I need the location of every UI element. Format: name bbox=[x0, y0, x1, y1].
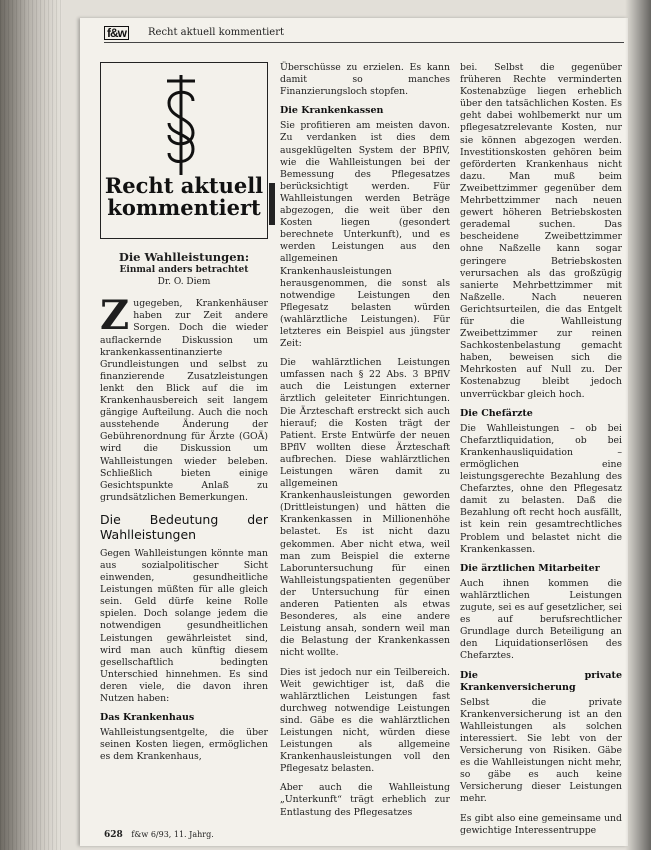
rubric-accent-bar bbox=[269, 183, 275, 225]
page-header bbox=[104, 26, 624, 43]
column-3 bbox=[460, 62, 622, 844]
intro-paragraph bbox=[100, 292, 268, 504]
paragraph: Sie profitieren am meisten davon. Zu verdanken ist dies dem ausgeklügelten System der BPflV, wie die Wahlleistungen bei der Bemessung des Pflegesatzes berücksichtigt werden. Für Wahlleistungen werden Beträge abgezogen, die weit über den Kosten liegen (gesondert berechnete Unterkunft), und es werden Leistungen aus den allgemeinen Krankenhausleistungen herausgenommen, die sonst als notwendige Leistungen den Pflegesatz belasten würden (wahlärztliche Leistungen). Für letzteres ein Beispiel aus jüngster Zeit: bbox=[280, 120, 450, 350]
publication-logo: f&w bbox=[104, 26, 129, 40]
paragraph: Überschüsse zu erzielen. Es kann damit so manches Finanzierungsloch stopfen. bbox=[280, 62, 450, 98]
header-title: Recht aktuell kommentiert bbox=[148, 27, 284, 38]
intro-text: ugegeben, Krankenhäuser haben zur Zeit andere Sorgen. Doch die wieder auflackernde Diskussion um krankenkassentinanzierte Grundleistungen und selbst zu finanzierende Zusatzleistungen lenkt den Blick auf die im Krankenhausbereich seit langem gängige Aufteilung. Auch die noch ausstehende Änderung der Gebührenordnung für Ärzte (GOÄ) wird die Diskussion um Wahlleistungen wieder beleben. Schließlich bieten einige Gesichtspunkte Anlaß zu grundsätzlichen Bemerkungen. bbox=[100, 298, 268, 503]
paragraph: Auch ihnen kommen die wahlärztlichen Leistungen zugute, sei es auf gesetzlicher, sei es auf berufsrechtlicher Grundlage durch Beteiligung an den Liquidationserlösen des Chefarztes. bbox=[460, 577, 622, 662]
subheading-chefaerzte: Die Chefärzte bbox=[460, 407, 533, 419]
paragraph: Es gibt also eine gemeinsame und gewichtige Interessentruppe bbox=[460, 812, 622, 836]
article-subtitle: Einmal anders betrachtet bbox=[119, 265, 249, 276]
article-title: Die Wahlleistungen: bbox=[118, 250, 250, 264]
paragraph-section-icon bbox=[151, 71, 211, 181]
page-number: 628 bbox=[104, 830, 123, 840]
paragraph: Aber auch die Wahlleistung „Unterkunft“ trägt erheblich zur Entlastung des Pflegesatzes bbox=[280, 782, 450, 818]
rubric-box bbox=[100, 62, 268, 239]
page-footer bbox=[104, 830, 214, 840]
paragraph: Selbst die private Krankenversicherung ist an den Wahlleistungen als solchen interessiert. Sie lebt von der Versicherung von Risiken. Gäbe es die Wahlleistungen nicht mehr, so gäbe es auch keine Versicherung dieser Leistungen mehr. bbox=[460, 696, 622, 805]
subheading-private-kv: Die private Krankenversicherung bbox=[460, 669, 622, 693]
paragraph: bei. Selbst die gegenüber früheren Rechte verminderten Kostenabzüge liegen erheblich über den tatsächlichen Kosten. Es geht dabei wohlbemerkt nur um pflegesatzrelevante Kosten, nur sie können abgezogen werden. Investitionskosten gehören beim geförderten Krankenhaus nicht dazu. Man muß beim Zweibettzimmer gegenüber dem Mehrbettzimmer nach neuen gewert höheren Betriebskosten gerademal suchen. Das bescheidene Zweibettzimmer ohne Naßzelle kann sogar geringere Betriebskosten verursachen als das großzügig sanierte Mehrbettzimmer mit Naßzelle. Nach neueren Gerichtsurteilen, die das Entgelt für die Wahlleistung Zweibettzimmer zur reinen Sachkostenbelastung gemacht haben, beweisen sich die Mehrkosten auf Null zu. Der Kostenabzug bleibt jedoch unverrückbar gleich hoch. bbox=[460, 62, 622, 400]
subheading-krankenkassen: Die Krankenkassen bbox=[280, 105, 384, 117]
subheading-krankenhaus: Das Krankenhaus bbox=[100, 712, 195, 724]
rubric-title-line2: kommentiert bbox=[107, 195, 261, 220]
rubric-title bbox=[101, 175, 267, 219]
column-1 bbox=[100, 62, 268, 770]
column-2 bbox=[280, 62, 450, 826]
gutter-shadow bbox=[625, 0, 651, 850]
rubric-title-line1: Recht aktuell bbox=[104, 173, 264, 198]
drop-cap: Z bbox=[100, 292, 130, 340]
paragraph: Gegen Wahlleistungen könnte man aus sozialpolitischer Sicht einwenden, gesundheitliche Leistungen müßten für alle gleich sein. Geld dürfe keine Rolle spielen. Doch solange jedem die notwendigen gesundheitlichen Leistungen gewährleistet sind, wird man auch künftig diesem gesellschaftlich bedingten Unterschied hinnehmen. Es sind deren viele, die davon ihren Nutzen haben: bbox=[100, 547, 268, 704]
article-author: Dr. O. Diem bbox=[157, 277, 211, 288]
paragraph: Die wahlärztlichen Leistungen umfassen nach § 22 Abs. 3 BPflV auch die Leistungen externer ärztlich geleiteter Einrichtungen. Die Ärzteschaft erstreckt sich auch hierauf; die Kosten trägt der Patient. Erste Entwürfe der neuen BPflV wollten diese Ärzteschaft aufbrechen. Diese wahlärztlichen Leistungen wären damit zu allgemeinen Krankenhausleistungen geworden (Drittleistungen) und hätten die Krankenkassen in Millionenhöhe belastet. Es ist nicht dazu gekommen. Aber nicht etwa, weil man zum Beispiel die externe Laboruntersuchung für einen Wahlleistungspatienten gegenüber der Untersuchung für einen anderen Patienten als etwas Besonderes, als eine andere Leistung ansah, sondern weil man die Belastung der Krankenkassen nicht wollte. bbox=[280, 357, 450, 659]
magazine-page bbox=[80, 18, 628, 846]
paragraph: Wahlleistungsentgelte, die über seinen Kosten liegen, ermöglichen es dem Krankenhaus, bbox=[100, 727, 268, 763]
issue-info: f&w 6/93, 11. Jahrg. bbox=[131, 830, 214, 839]
book-page-edges bbox=[0, 0, 62, 850]
paragraph: Dies ist jedoch nur ein Teilbereich. Weit gewichtiger ist, daß die wahlärztlichen Leistungen fast durchweg notwendige Leistungen sind. Gäbe es die wahlärztlichen Leistungen nicht, würden diese Leistungen als allgemeine Krankenhausleistungen voll den Pflegesatz belasten. bbox=[280, 666, 450, 775]
subheading-mitarbeiter: Die ärztlichen Mitarbeiter bbox=[460, 562, 600, 574]
paragraph: Die Wahlleistungen – ob bei Chefarztliquidation, ob bei Krankenhausliquidation – ermöglichen eine leistungsgerechte Bezahlung des Chefarztes, ohne den Pflegesatz damit zu belasten. Daß die Bezahlung oft recht hoch ausfällt, ist kein rein gesamtrechtliches Problem und belastet nicht die Krankenkassen. bbox=[460, 422, 622, 555]
section-heading-bedeutung: Die Bedeutung der Wahlleistungen bbox=[100, 511, 268, 542]
